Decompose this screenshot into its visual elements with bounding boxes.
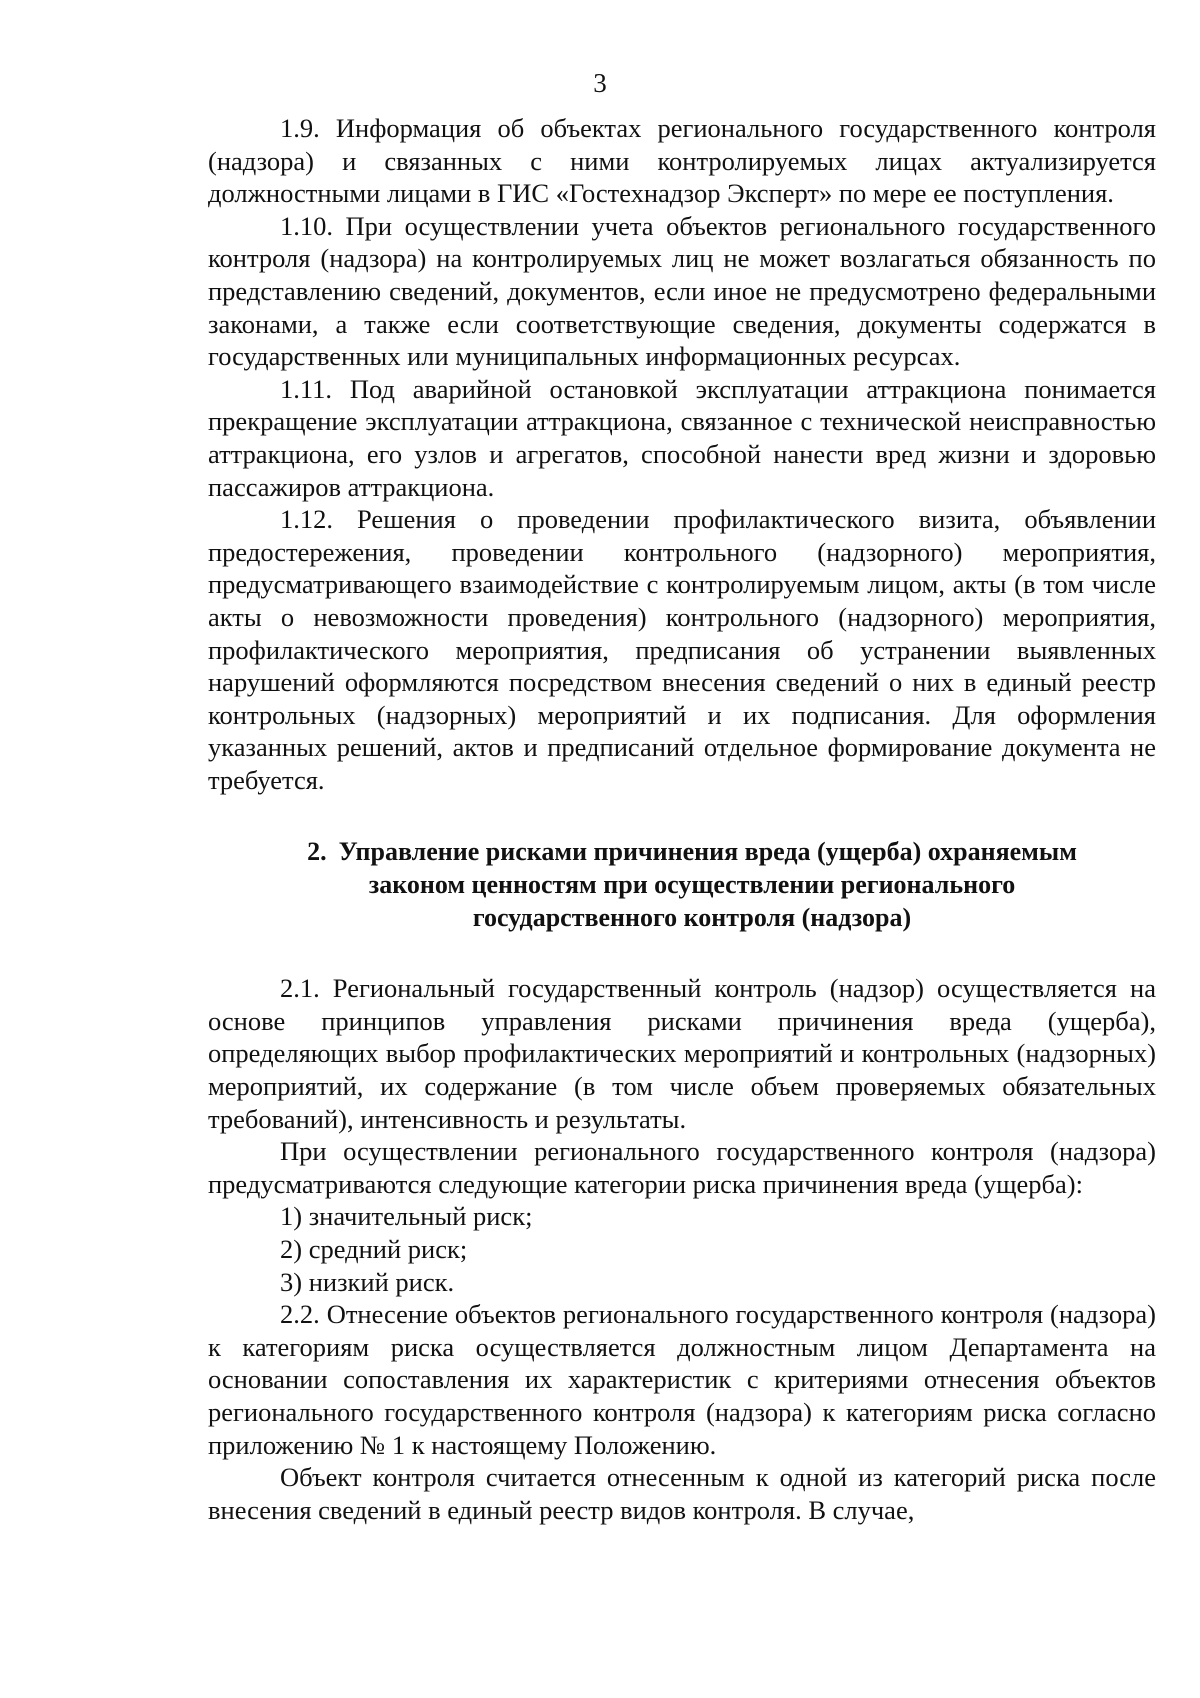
paragraph-1-9: 1.9. Информация об объектах регионального государственного контроля (надзора) и связанных с ними контролируемых лицах актуализируется должностными лицами в ГИС «Гостехнадзор Эксперт» по мере ее поступления. bbox=[208, 113, 1156, 209]
list-item-low-risk: 3) низкий риск. bbox=[280, 1266, 455, 1297]
paragraph-1-12: 1.12. Решения о проведении профилактического визита, объявлении предостережения, проведении контрольного (надзорного) мероприятия, предусматривающего взаимодействие с контролируемым лицом, акты (в том числе акты о невозможности проведения) контрольного (надзорного) мероприятия, профилактического мероприятия, предписания об устранении выявленных нарушений оформляются посредством внесения сведений о них в единый реестр контрольных (надзорных) мероприятий и их подписания. Для оформления указанных решений, актов и предписаний отдельное формирование документа не требуется. bbox=[208, 504, 1156, 795]
paragraph-2-1: 2.1. Региональный государственный контроль (надзор) осуществляется на основе принципов управления рисками причинения вреда (ущерба), определяющих выбор профилактических мероприятий и контрольных (надзорных) мероприятий, их содержание (в том числе объем проверяемых обязательных требований), интенсивность и результаты. bbox=[208, 973, 1156, 1134]
section-2-title: Управление рисками причинения вреда (ущерба) охраняемым законом ценностям при осуществлении регионального государственного контроля (надзора) bbox=[338, 837, 1077, 932]
section-2-number: 2. bbox=[307, 837, 327, 867]
paragraph-risk-categories-intro: При осуществлении регионального государственного контроля (надзора) предусматриваются следующие категории риска причинения вреда (ущерба): bbox=[208, 1136, 1156, 1199]
section-2-heading bbox=[208, 836, 1156, 934]
paragraph-object-assignment: Объект контроля считается отнесенным к одной из категорий риска после внесения сведений в единый реестр видов контроля. В случае, bbox=[208, 1462, 1156, 1525]
paragraph-1-10: 1.10. При осуществлении учета объектов регионального государственного контроля (надзора) на контролируемых лиц не может возлагаться обязанность по представлению сведений, документов, если иное не предусмотрено федеральными законами, а также если соответствующие сведения, документы содержатся в государственных или муниципальных информационных ресурсах. bbox=[208, 210, 1156, 372]
paragraph-1-11: 1.11. Под аварийной остановкой эксплуатации аттракциона понимается прекращение эксплуатации аттракциона, связанное с технической неисправностью аттракциона, его узлов и агрегатов, способной нанести вред жизни и здоровью пассажиров аттракциона. bbox=[208, 373, 1156, 502]
list-item-significant-risk: 1) значительный риск; bbox=[280, 1201, 533, 1232]
list-item-medium-risk: 2) средний риск; bbox=[280, 1234, 468, 1264]
document-body bbox=[208, 112, 1156, 1526]
page-number: 3 bbox=[593, 68, 607, 98]
paragraph-2-2: 2.2. Отнесение объектов регионального государственного контроля (надзора) к категориям риска осуществляется должностным лицом Департамента на основании сопоставления их характеристик с критериями отнесения объектов регионального государственного контроля (надзора) к категориям риска согласно приложению № 1 к настоящему Положению. bbox=[208, 1299, 1156, 1460]
